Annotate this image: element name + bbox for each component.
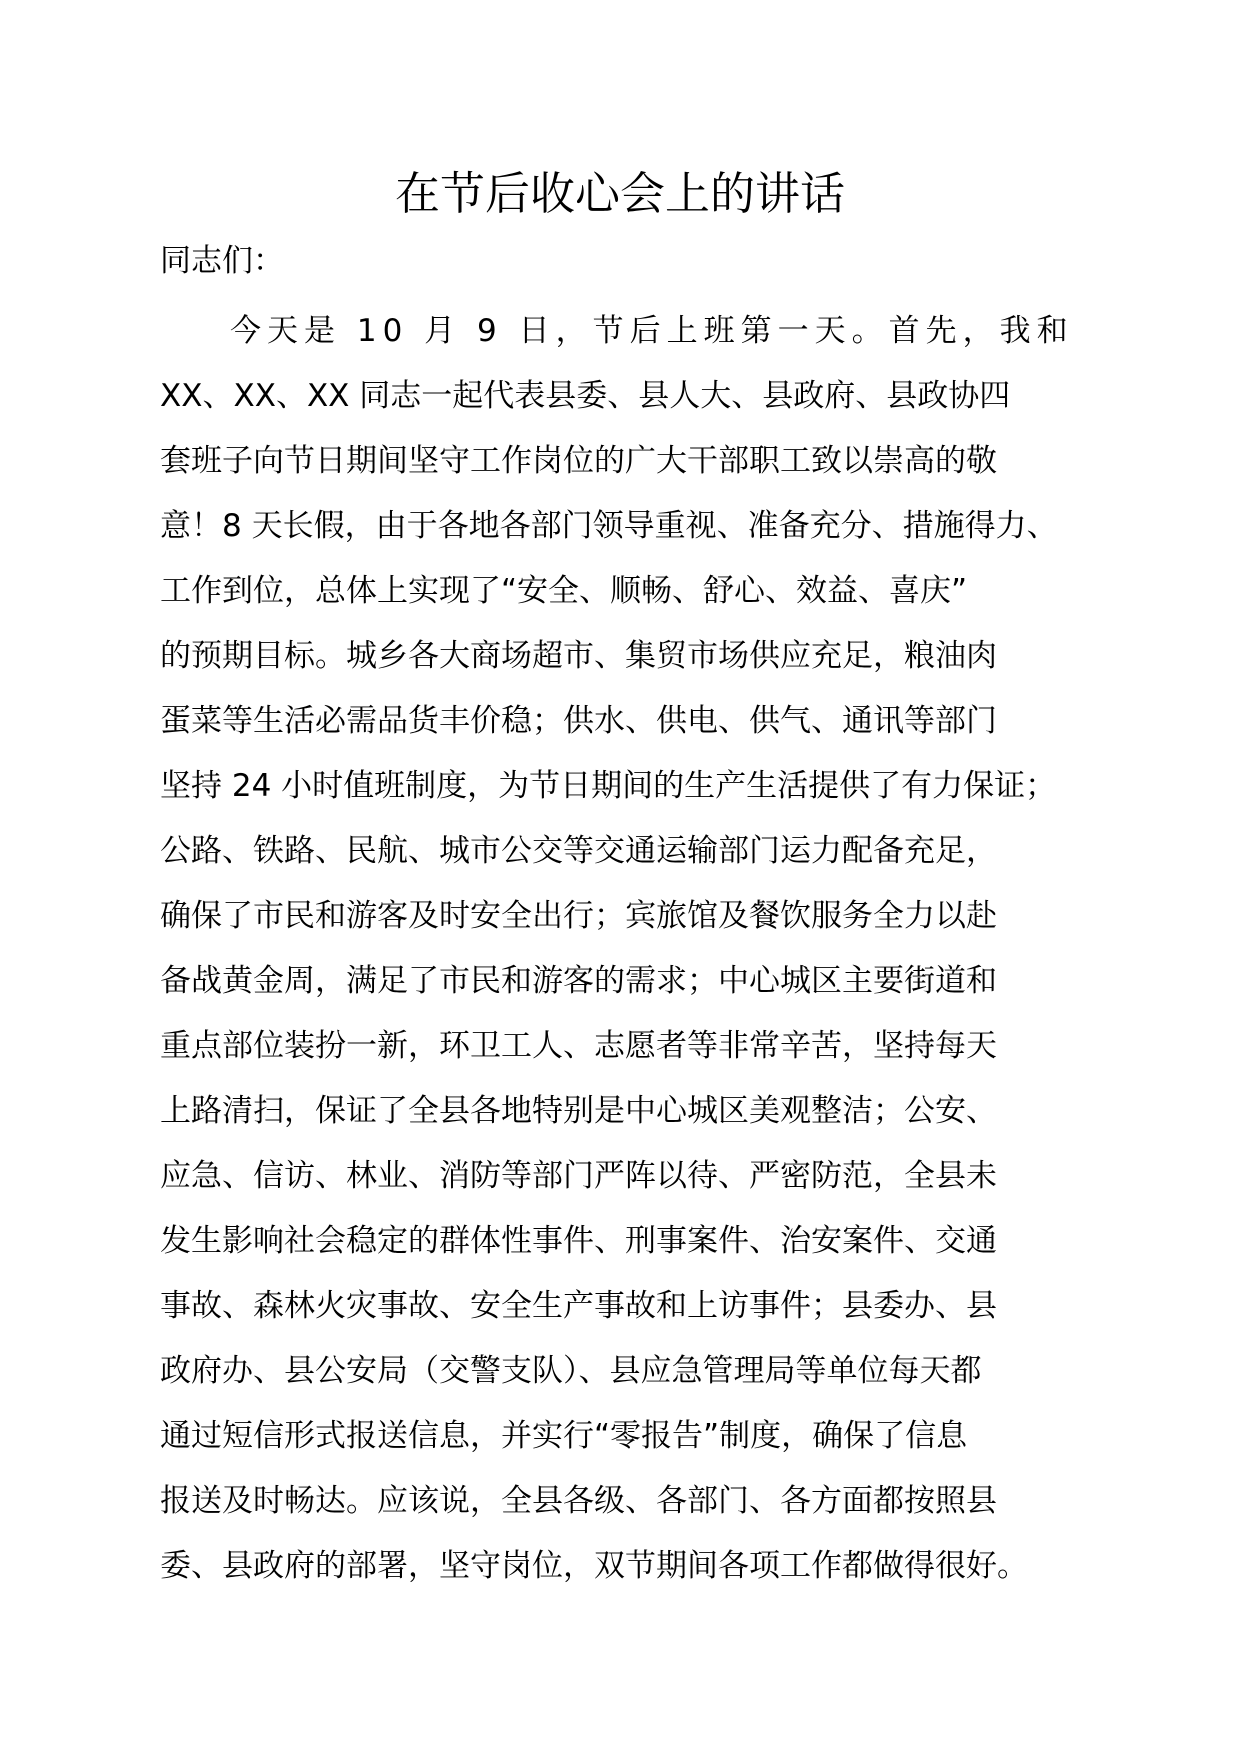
text-line: 应急、信访、林业、消防等部门严阵以待、严密防范，全县未 xyxy=(160,1158,997,1194)
text-line: 通过短信形式报送信息，并实行“零报告”制度，确保了信息 xyxy=(160,1418,968,1454)
text-line: 政府办、县公安局（交警支队）、县应急管理局等单位每天都 xyxy=(160,1353,982,1389)
salutation: 同志们： xyxy=(160,243,284,279)
speech-body xyxy=(160,299,1120,1599)
text-line: 委、县政府的部署，坚守岗位，双节期间各项工作都做得很好。 xyxy=(160,1548,1028,1584)
text-line: 的预期目标。城乡各大商场超市、集贸市场供应充足，粮油肉 xyxy=(160,638,997,674)
text-line: 备战黄金周，满足了市民和游客的需求；中心城区主要街道和 xyxy=(160,963,997,999)
text-line: 工作到位，总体上实现了“安全、顺畅、舒心、效益、喜庆” xyxy=(160,573,968,609)
document-title: 在节后收心会上的讲话 xyxy=(394,167,845,220)
text-line: 上路清扫，保证了全县各地特别是中心城区美观整洁；公安、 xyxy=(160,1093,997,1129)
text-line: 今天是 10 月 9 日，节后上班第一天。首先，我和 xyxy=(230,313,1074,349)
text-line: 报送及时畅达。应该说，全县各级、各部门、各方面都按照县 xyxy=(160,1483,997,1519)
text-line: 意！8 天长假，由于各地各部门领导重视、准备充分、措施得力、 xyxy=(160,508,1058,544)
text-line: 套班子向节日期间坚守工作岗位的广大干部职工致以崇高的敬 xyxy=(160,443,997,479)
text-line: 重点部位装扮一新，环卫工人、志愿者等非常辛苦，坚持每天 xyxy=(160,1028,997,1064)
text-line: 公路、铁路、民航、城市公交等交通运输部门运力配备充足， xyxy=(160,833,997,869)
text-line: 确保了市民和游客及时安全出行；宾旅馆及餐饮服务全力以赴 xyxy=(160,898,997,934)
text-line: 蛋菜等生活必需品货丰价稳；供水、供电、供气、通讯等部门 xyxy=(160,703,997,739)
text-line: XX、XX、XX 同志一起代表县委、县人大、县政府、县政协四 xyxy=(160,378,1011,414)
text-line: 发生影响社会稳定的群体性事件、刑事案件、治安案件、交通 xyxy=(160,1223,997,1259)
text-line: 事故、森林火灾事故、安全生产事故和上访事件；县委办、县 xyxy=(160,1288,997,1324)
text-line: 坚持 24 小时值班制度，为节日期间的生产生活提供了有力保证； xyxy=(160,768,1057,804)
